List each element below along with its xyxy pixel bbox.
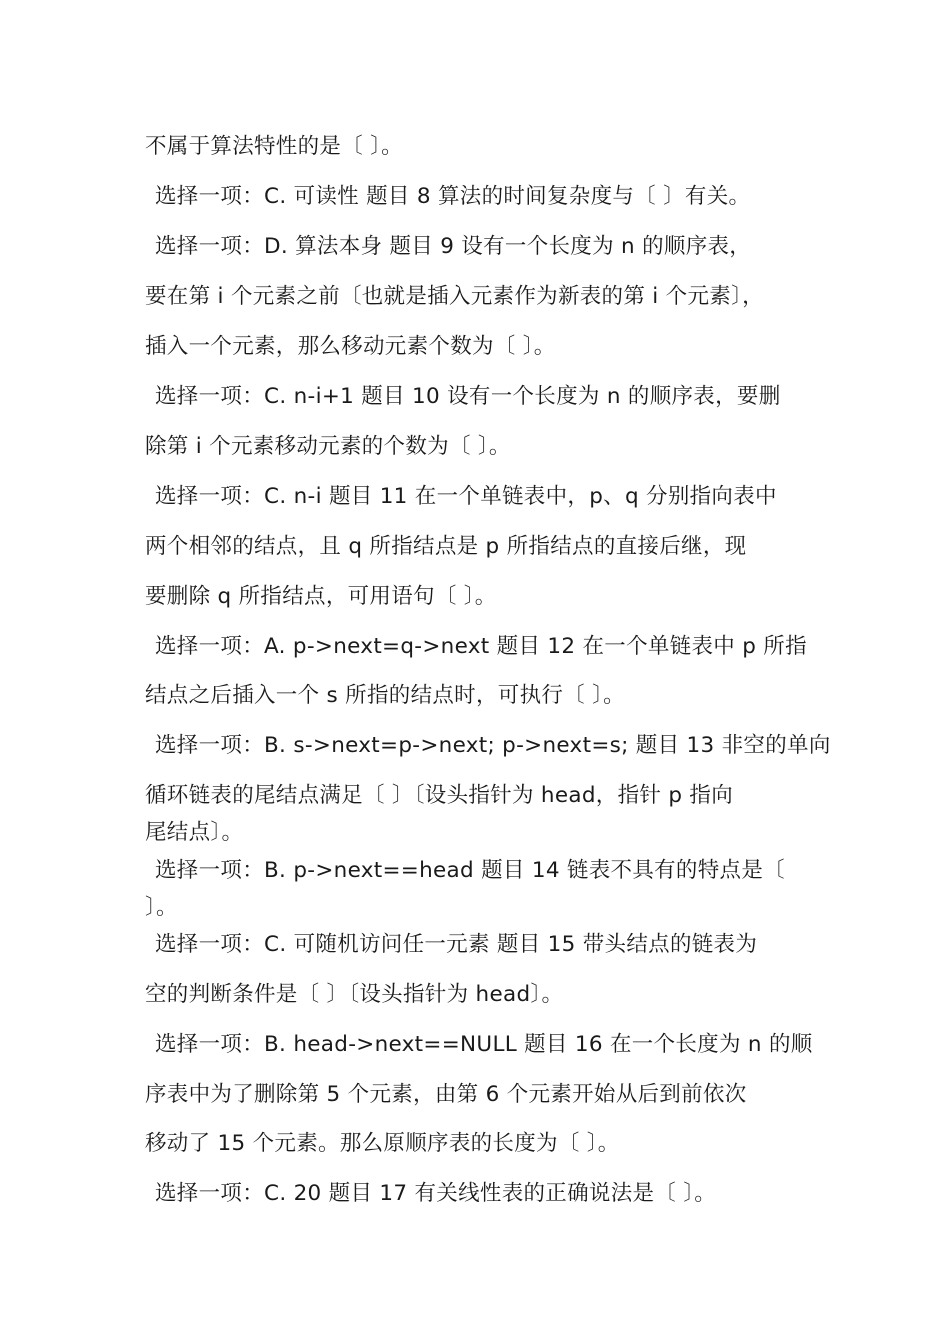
text-line: 选择一项：C. n-i+1 题目 10 设有一个长度为 n 的顺序表，要删 xyxy=(155,384,781,409)
text-line: 选择一项：C. 可随机访问任一元素 题目 15 带头结点的链表为 xyxy=(155,932,758,957)
text-line: 选择一项：B. head->next==NULL 题目 16 在一个长度为 n 的顺 xyxy=(155,1032,813,1057)
text-line: 空的判断条件是〔 〕〔设头指针为 head〕。 xyxy=(145,982,564,1007)
text-line: 要在第 i 个元素之前〔也就是插入元素作为新表的第 i 个元素〕， xyxy=(145,284,764,309)
text-line: 除第 i 个元素移动元素的个数为〔 〕。 xyxy=(145,434,511,459)
text-line: 尾结点〕。 xyxy=(145,820,244,845)
text-line: 移动了 15 个元素。那么原顺序表的长度为〔 〕。 xyxy=(145,1131,620,1156)
text-line: 选择一项：D. 算法本身 题目 9 设有一个长度为 n 的顺序表， xyxy=(155,234,752,259)
text-line: 插入一个元素，那么移动元素个数为〔 〕。 xyxy=(145,334,556,359)
text-line: 选择一项：B. s->next=p->next; p->next=s; 题目 13 非空的单向 xyxy=(155,733,831,758)
text-line: 循环链表的尾结点满足〔 〕〔设头指针为 head，指针 p 指向 xyxy=(145,783,734,808)
text-line: 选择一项：C. 可读性 题目 8 算法的时间复杂度与〔 〕有关。 xyxy=(155,184,751,209)
text-line: 选择一项：B. p->next==head 题目 14 链表不具有的特点是〔 xyxy=(155,858,785,883)
text-line: 要删除 q 所指结点，可用语句〔 〕。 xyxy=(145,584,497,609)
text-line: 结点之后插入一个 s 所指的结点时，可执行〔 〕。 xyxy=(145,683,625,708)
text-line: 选择一项：A. p->next=q->next 题目 12 在一个单链表中 p 所指 xyxy=(155,634,807,659)
text-line: 〕。 xyxy=(145,895,178,920)
text-line: 不属于算法特性的是〔 〕。 xyxy=(145,134,403,159)
text-line: 选择一项：C. 20 题目 17 有关线性表的正确说法是〔 〕。 xyxy=(155,1181,717,1206)
text-line: 选择一项：C. n-i 题目 11 在一个单链表中，p、q 分别指向表中 xyxy=(155,484,777,509)
text-line: 序表中为了删除第 5 个元素，由第 6 个元素开始从后到前依次 xyxy=(145,1082,747,1107)
text-line: 两个相邻的结点，且 q 所指结点是 p 所指结点的直接后继，现 xyxy=(145,534,747,559)
